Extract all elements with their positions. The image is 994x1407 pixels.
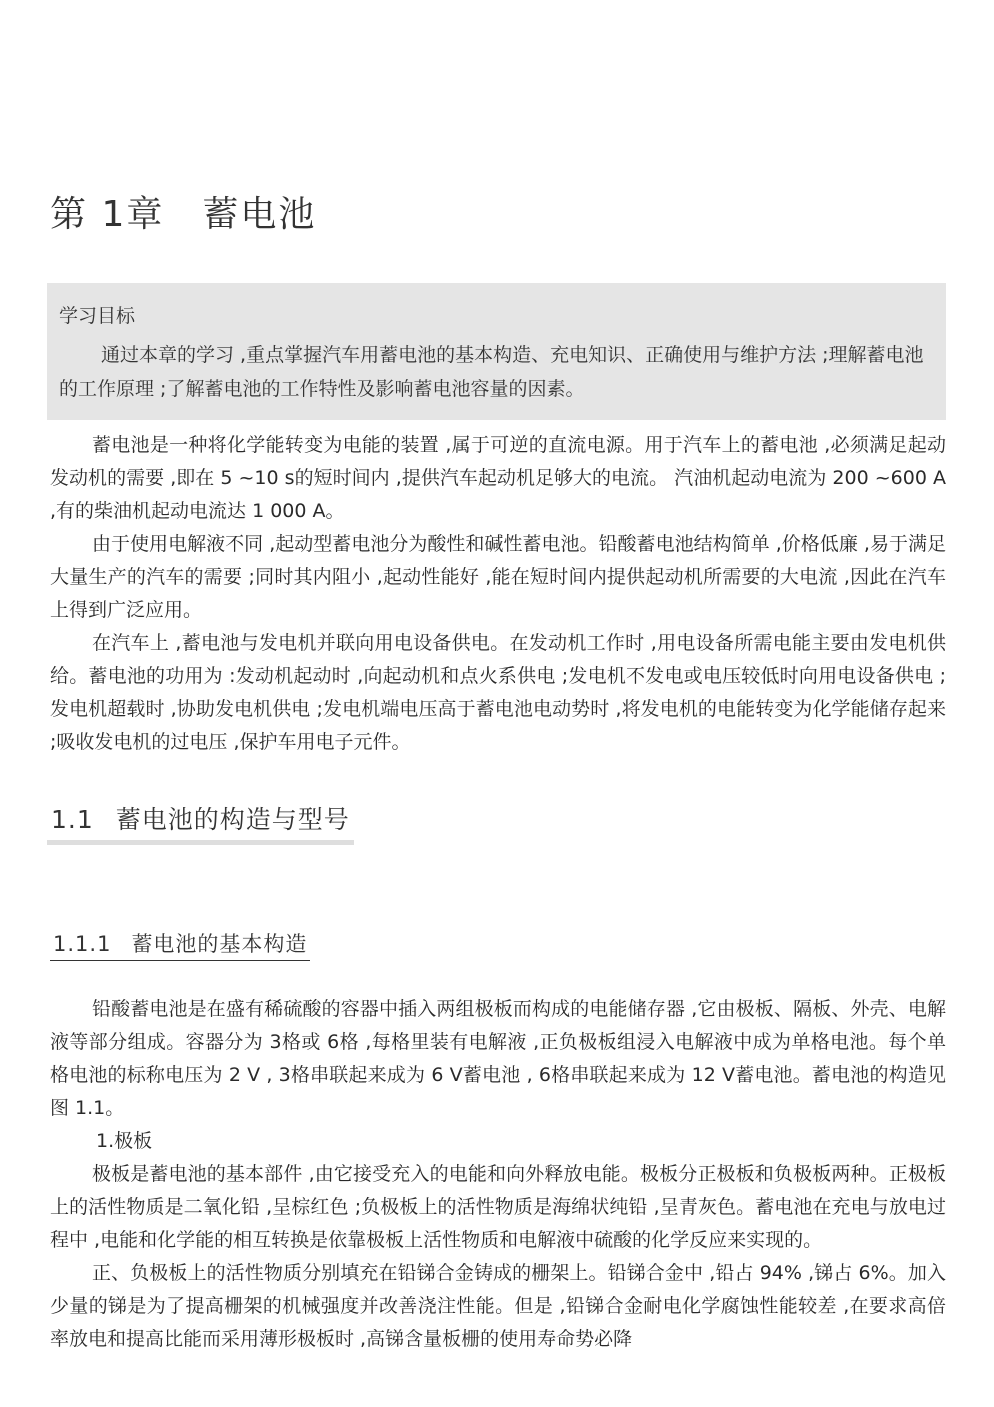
construction-text	[50, 993, 946, 1356]
paragraph: 蓄电池是一种将化学能转变为电能的装置 ,属于可逆的直流电源。用于汽车上的蓄电池 ,必须满足起动发动机的需要 ,即在 5 ~10 s的短时间内 ,提供汽车起动机足够大的电流。 汽油机起动电流为 200 ~600 A ,有的柴油机起动电流达 1 000 A。	[50, 434, 946, 522]
subsection-title: 蓄电池的基本构造	[131, 932, 308, 956]
objectives-text: 通过本章的学习 ,重点掌握汽车用蓄电池的基本构造、充电知识、正确使用与维护方法 ;理解蓄电池的工作原理 ;了解蓄电池的工作特性及影响蓄电池容量的因素。	[59, 344, 924, 400]
subsection-number: 1.1.1	[53, 932, 112, 956]
chapter-name: 蓄电池	[202, 194, 317, 235]
section-number: 1.1	[51, 805, 94, 834]
objectives-title: 学习目标	[59, 305, 136, 327]
paragraph: 由于使用电解液不同 ,起动型蓄电池分为酸性和碱性蓄电池。铅酸蓄电池结构简单 ,价格低廉 ,易于满足大量生产的汽车的需要 ;同时其内阻小 ,起动性能好 ,能在短时间内提供起动机所需要的大电流 ,因此在汽车上得到广泛应用。	[50, 533, 946, 621]
section-title: 蓄电池的构造与型号	[115, 805, 350, 834]
chapter-number: 第 1章	[50, 194, 165, 235]
learning-objectives-box	[47, 283, 946, 420]
paragraph: 正、负极板上的活性物质分别填充在铅锑合金铸成的栅架上。铅锑合金中 ,铅占 94% ,锑占 6%。加入少量的锑是为了提高栅架的机械强度并改善浇注性能。但是 ,铅锑合金耐电化学腐蚀性能较差 ,在要求高倍率放电和提高比能而采用薄形极板时 ,高锑含量板栅的使用寿命势必降	[50, 1262, 946, 1350]
intro-text	[50, 429, 946, 759]
section-heading	[47, 800, 354, 845]
paragraph: 铅酸蓄电池是在盛有稀硫酸的容器中插入两组极板而构成的电能储存器 ,它由极板、隔板、外壳、电解液等部分组成。容器分为 3格或 6格 ,每格里装有电解液 ,正负极板组浸入电解液中成为单格电池。每个单格电池的标称电压为 2 V , 3格串联起来成为 6 V蓄电池 , 6格串联起来成为 12 V蓄电池。蓄电池的构造见图 1.1。	[50, 998, 946, 1119]
paragraph: 在汽车上 ,蓄电池与发电机并联向用电设备供电。在发动机工作时 ,用电设备所需电能主要由发电机供给。蓄电池的功用为 :发动机起动时 ,向起动机和点火系供电 ;发电机不发电或电压较低时向用电设备供电 ;发电机超载时 ,协助发电机供电 ;发电机端电压高于蓄电池电动势时 ,将发电机的电能转变为化学能储存起来 ;吸收发电机的过电压 ,保护车用电子元件。	[50, 632, 946, 753]
subsection-heading	[50, 928, 310, 961]
paragraph: 极板是蓄电池的基本部件 ,由它接受充入的电能和向外释放电能。极板分正极板和负极板两种。正极板上的活性物质是二氧化铅 ,呈棕红色 ;负极板上的活性物质是海绵状纯铅 ,呈青灰色。蓄电池在充电与放电过程中 ,电能和化学能的相互转换是依靠极板上活性物质和电解液中硫酸的化学反应来实现的。	[50, 1163, 946, 1251]
chapter-title	[50, 186, 316, 237]
plates-heading: 1.极板	[96, 1130, 153, 1152]
